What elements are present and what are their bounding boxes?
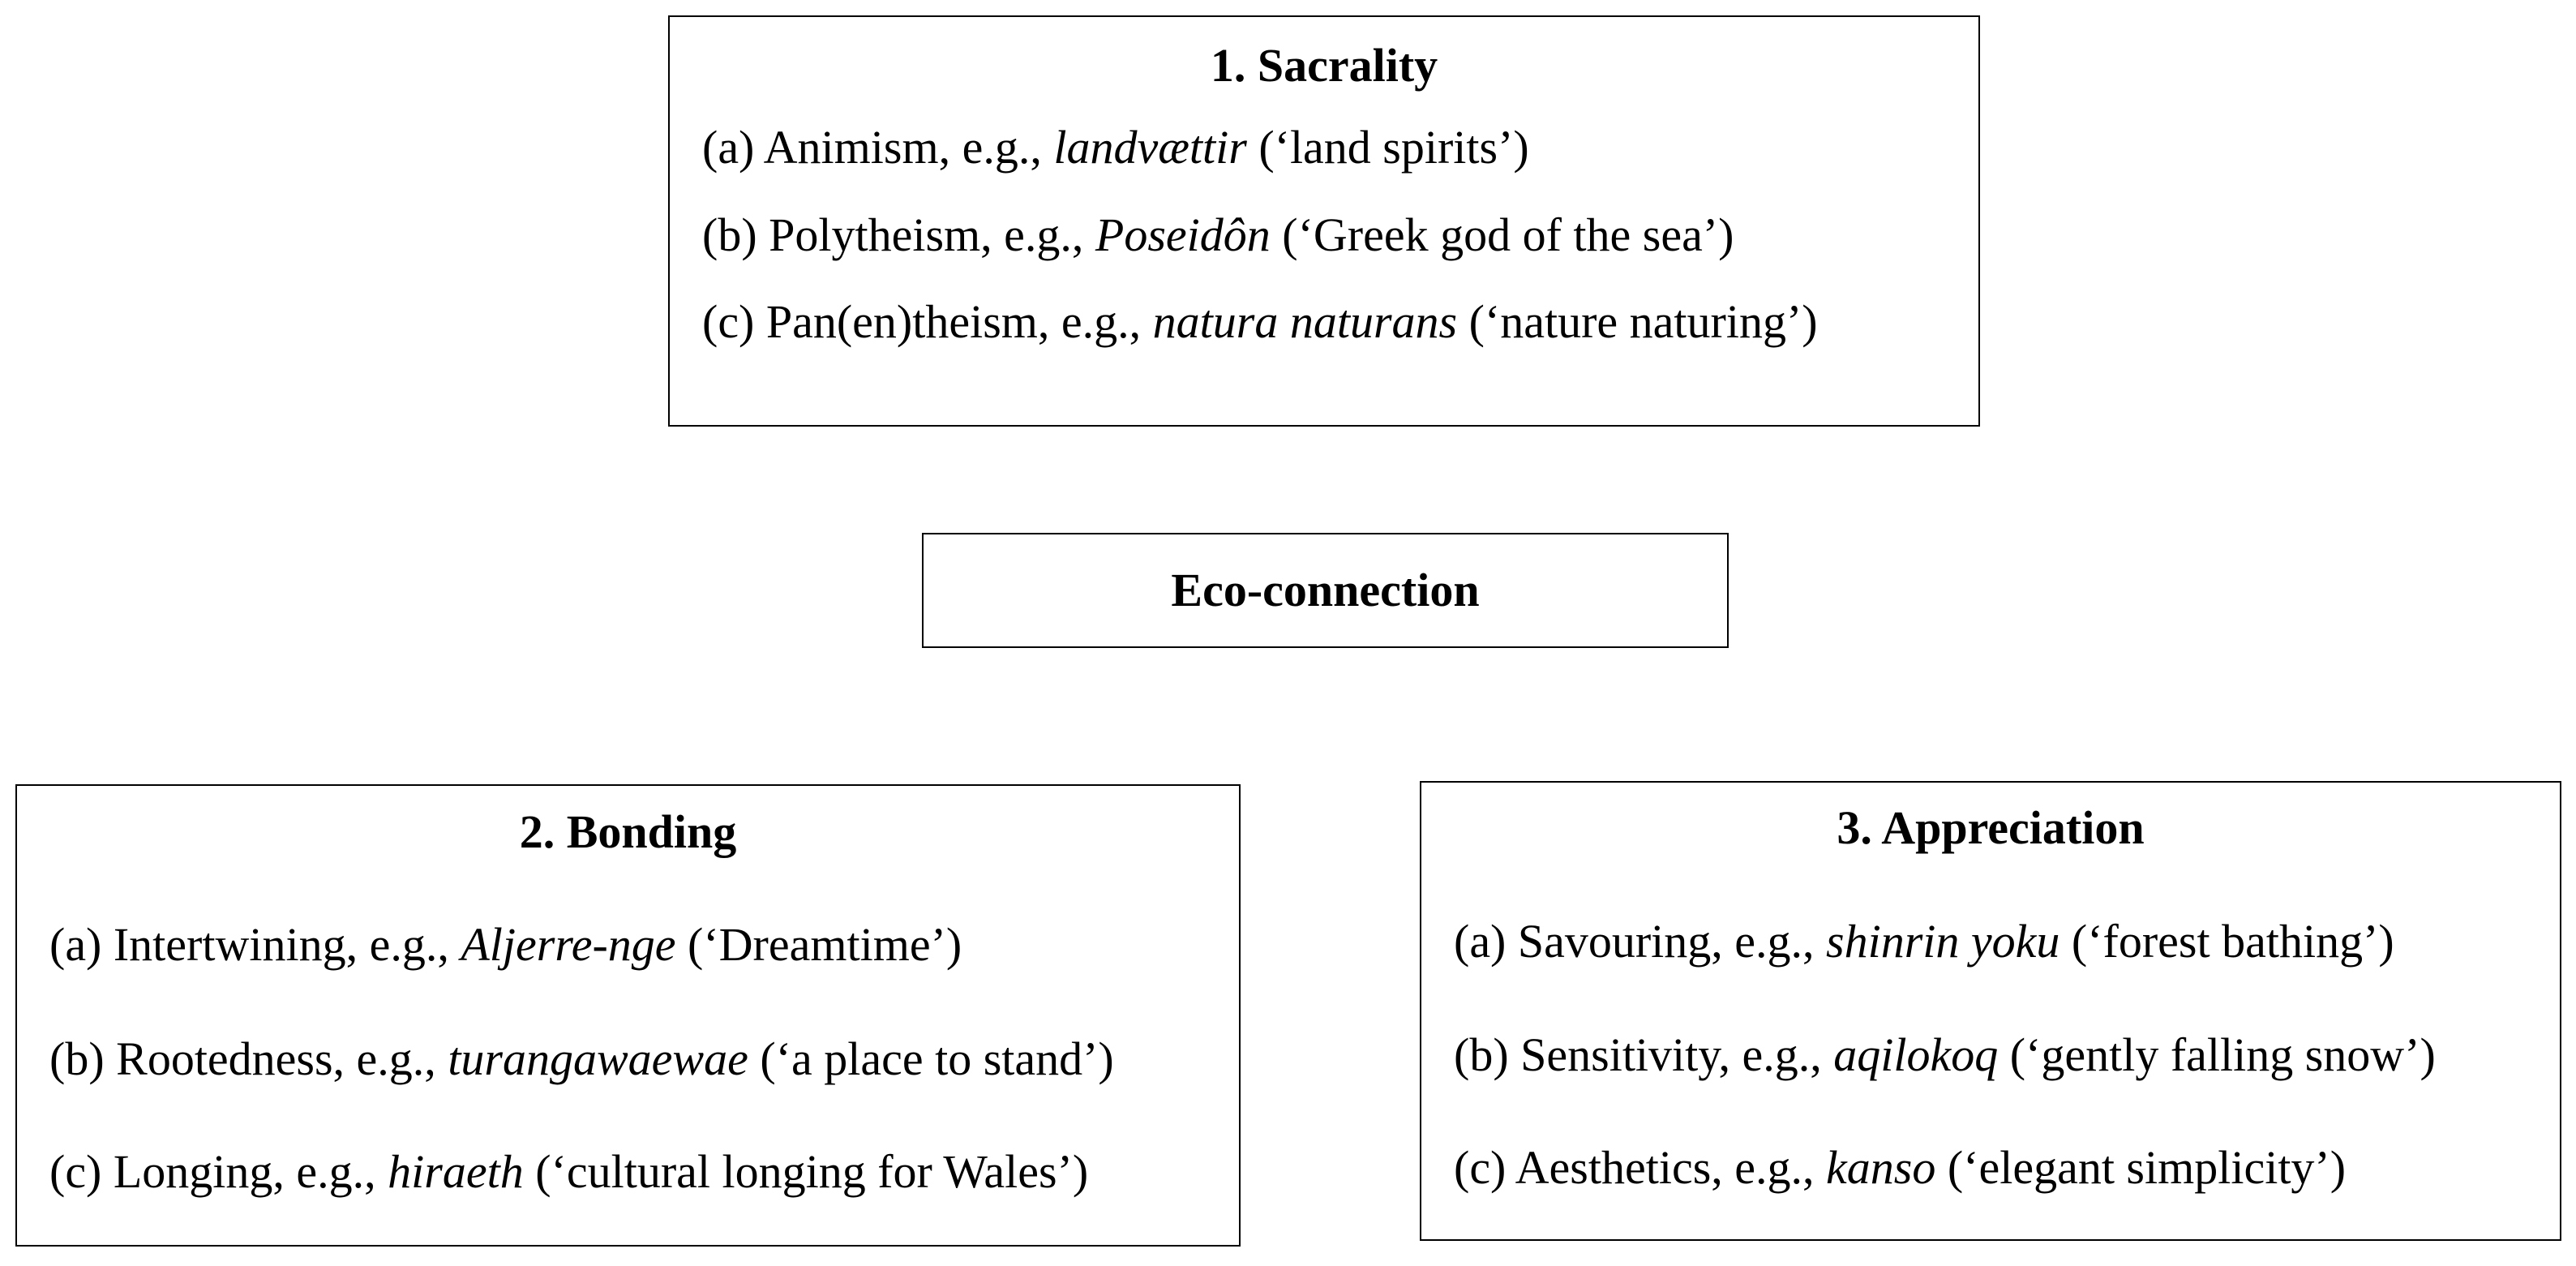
bonding-item-longing [49, 1145, 1089, 1198]
appreciation-title: 3. Appreciation [1837, 801, 2145, 854]
sacrality-box [668, 15, 1980, 427]
bonding-box [15, 784, 1241, 1247]
item-term: hiraeth [388, 1145, 524, 1198]
item-gloss: (‘land spirits’) [1246, 121, 1529, 174]
appreciation-item-sensitivity [1454, 1028, 2436, 1081]
bonding-title: 2. Bonding [519, 805, 737, 858]
appreciation-item-aesthetics [1454, 1141, 2347, 1194]
item-term: aqilokoq [1833, 1028, 1999, 1081]
item-term: shinrin yoku [1826, 915, 2060, 968]
item-prefix: (c) Pan(en)theism, e.g., [702, 295, 1153, 348]
item-term: Poseidôn [1095, 208, 1271, 261]
sacrality-title: 1. Sacrality [1210, 39, 1438, 92]
eco-connection-title: Eco-connection [1171, 564, 1480, 616]
item-prefix: (b) Sensitivity, e.g., [1454, 1028, 1834, 1081]
item-prefix: (a) Savouring, e.g., [1454, 915, 1827, 968]
item-prefix: (b) Rootedness, e.g., [49, 1032, 448, 1085]
item-term: natura naturans [1152, 295, 1458, 348]
item-gloss: (‘elegant simplicity’) [1935, 1141, 2347, 1194]
item-prefix: (b) Polytheism, e.g., [702, 208, 1095, 261]
item-term: kanso [1826, 1141, 1936, 1194]
sacrality-item-animism [702, 121, 1529, 174]
item-gloss: (‘gently falling snow’) [1998, 1028, 2436, 1081]
item-gloss: (‘Greek god of the sea’) [1270, 208, 1734, 261]
bonding-item-intertwining [49, 918, 962, 971]
item-term: Aljerre-nge [461, 918, 676, 971]
item-gloss: (‘cultural longing for Wales’) [523, 1145, 1089, 1198]
sacrality-item-panentheism [702, 295, 1818, 348]
appreciation-item-savouring [1454, 915, 2394, 968]
item-gloss: (‘Dreamtime’) [675, 918, 962, 971]
item-term: turangawaewae [448, 1032, 748, 1085]
item-prefix: (a) Intertwining, e.g., [49, 918, 461, 971]
sacrality-item-polytheism [702, 208, 1734, 261]
item-prefix: (c) Aesthetics, e.g., [1454, 1141, 1827, 1194]
eco-connection-box [922, 533, 1729, 648]
item-gloss: (‘nature naturing’) [1457, 295, 1818, 348]
appreciation-box [1420, 781, 2561, 1241]
item-prefix: (c) Longing, e.g., [49, 1145, 388, 1198]
item-term: landvættir [1053, 121, 1247, 174]
item-prefix: (a) Animism, e.g., [702, 121, 1054, 174]
item-gloss: (‘forest bathing’) [2060, 915, 2394, 968]
bonding-item-rootedness [49, 1032, 1114, 1085]
item-gloss: (‘a place to stand’) [748, 1032, 1114, 1085]
